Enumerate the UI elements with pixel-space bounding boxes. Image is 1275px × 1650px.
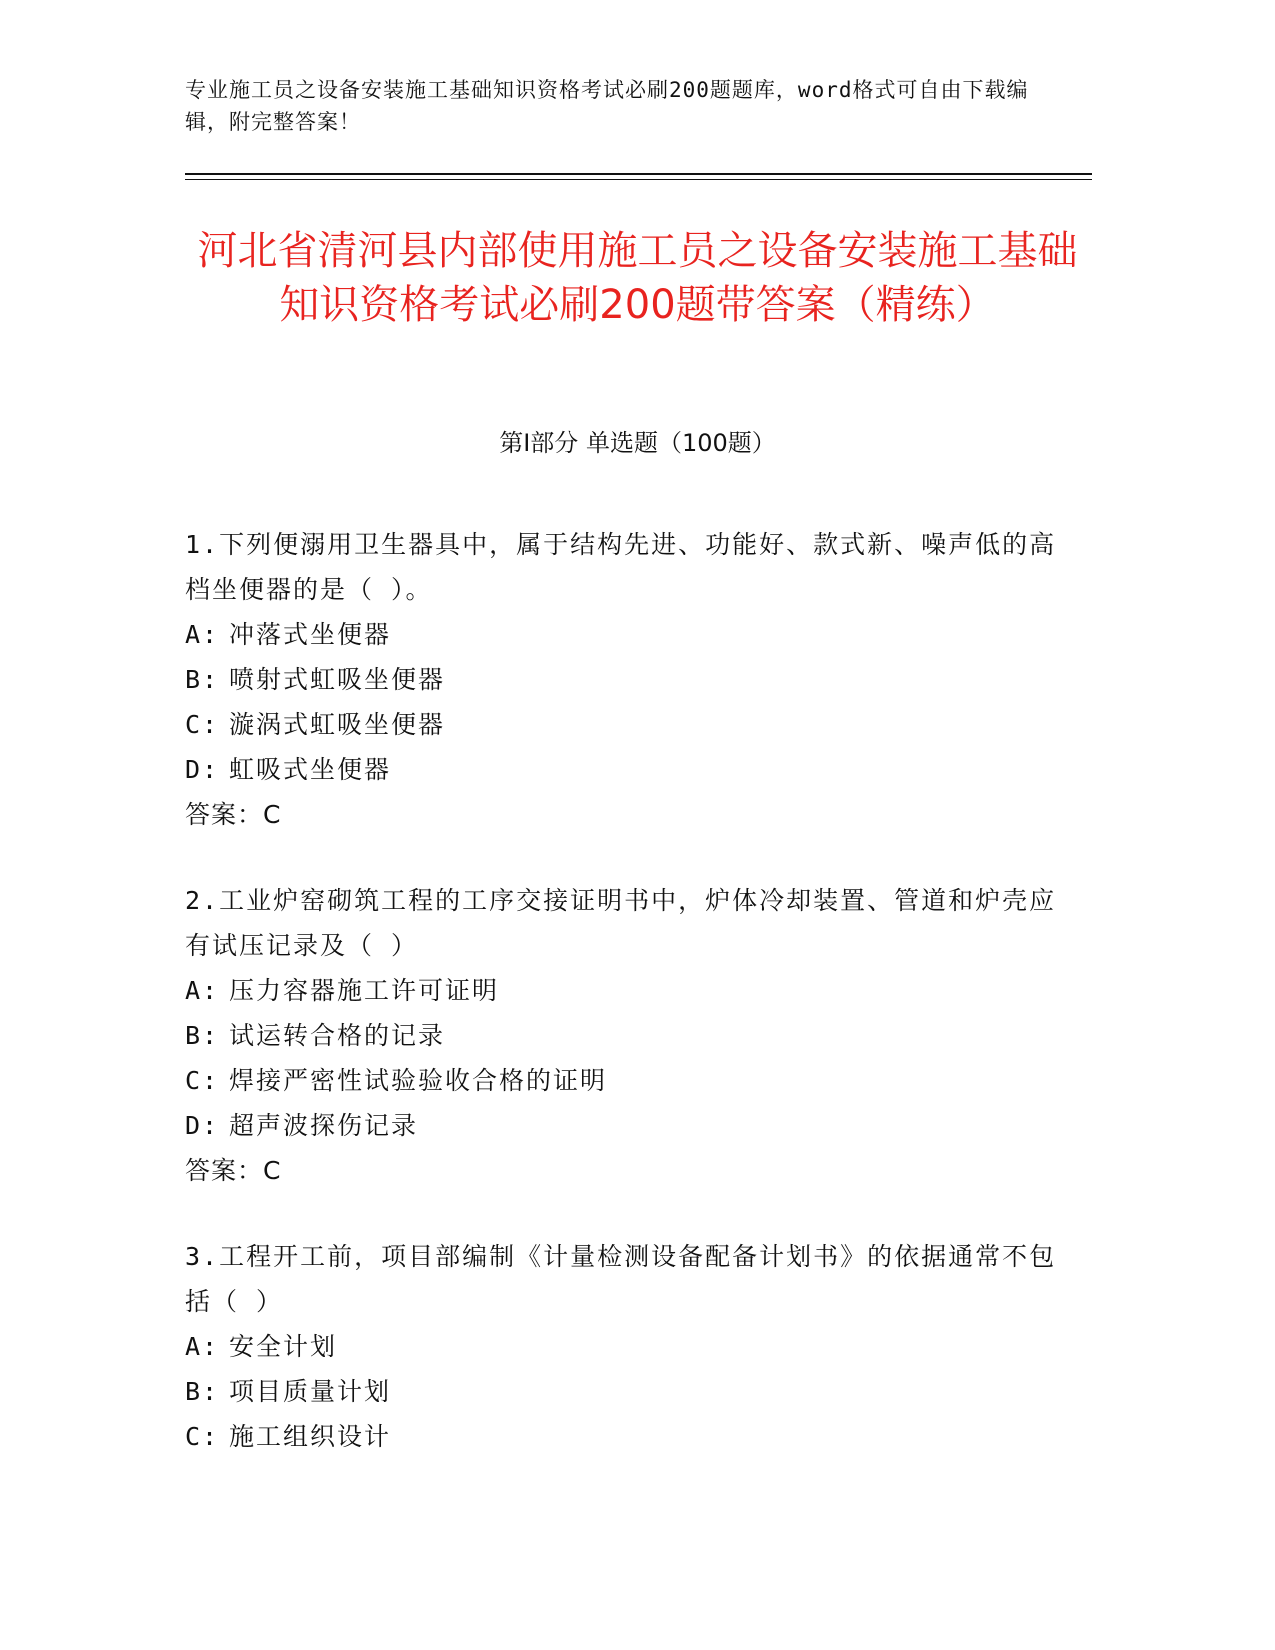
option-text: 焊接严密性试验验收合格的证明 [229,1066,608,1095]
option-text: 施工组织设计 [229,1422,392,1451]
option-letter: D: [185,755,220,784]
question-item [185,522,1065,837]
option-text: 项目质量计划 [229,1377,392,1406]
question-stem: 1.下列便溺用卫生器具中，属于结构先进、功能好、款式新、噪声低的高档坐便器的是（ ）。 [185,530,1057,604]
option-a [185,612,1065,657]
option-d [185,1103,1065,1148]
option-text: 虹吸式坐便器 [229,755,392,784]
option-a [185,968,1065,1013]
option-letter: B: [185,1021,220,1050]
option-d [185,747,1065,792]
option-letter: A: [185,1332,220,1361]
option-letter: B: [185,1377,220,1406]
option-b [185,657,1065,702]
question-stem: 3.工程开工前，项目部编制《计量检测设备配备计划书》的依据通常不包括（ ） [185,1242,1057,1316]
question-item [185,1234,1065,1459]
header-note: 专业施工员之设备安装施工基础知识资格考试必刷200题题库，word格式可自由下载编辑，附完整答案！ [185,78,1029,134]
option-text: 压力容器施工许可证明 [229,976,500,1005]
option-letter: B: [185,665,220,694]
option-text: 试运转合格的记录 [229,1021,446,1050]
option-c [185,1058,1065,1103]
option-text: 冲落式坐便器 [229,620,392,649]
option-a [185,1324,1065,1369]
option-c [185,702,1065,747]
option-text: 漩涡式虹吸坐便器 [229,710,446,739]
question-stem: 2.工业炉窑砌筑工程的工序交接证明书中，炉体冷却装置、管道和炉壳应有试压记录及（ ） [185,886,1057,960]
answer-line: 答案：C [185,800,282,829]
question-item [185,878,1065,1193]
option-b [185,1369,1065,1414]
header-divider-thick [185,173,1092,175]
option-text: 超声波探伤记录 [229,1111,419,1140]
section-heading: 第I部分 单选题（100题） [499,429,776,457]
option-letter: C: [185,710,220,739]
option-letter: C: [185,1422,220,1451]
option-b [185,1013,1065,1058]
option-letter: C: [185,1066,220,1095]
option-text: 喷射式虹吸坐便器 [229,665,446,694]
option-text: 安全计划 [229,1332,338,1361]
question-list [185,522,1065,1500]
header-divider-thin [185,179,1092,180]
option-letter: D: [185,1111,220,1140]
document-title: 河北省清河县内部使用施工员之设备安装施工基础知识资格考试必刷200题带答案（精练） [197,228,1078,328]
answer-line: 答案：C [185,1156,282,1185]
option-letter: A: [185,620,220,649]
option-c [185,1414,1065,1459]
option-letter: A: [185,976,220,1005]
